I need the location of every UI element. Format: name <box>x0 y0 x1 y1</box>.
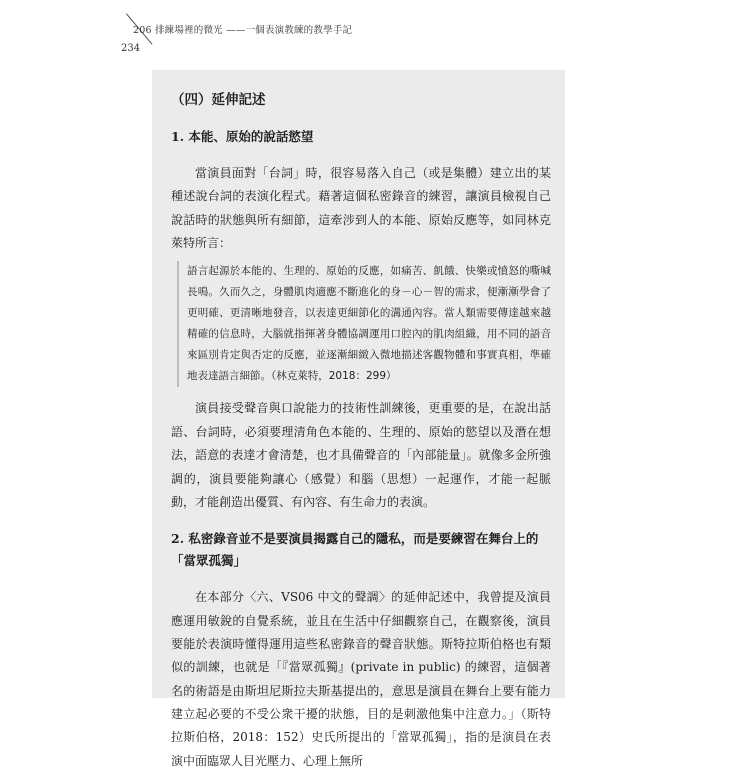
section-heading: （四）延伸記述 <box>171 92 266 108</box>
block-quote: 語言起源於本能的、生理的、原始的反應，如痛苦、飢餓、快樂或憤怒的嘶喊長鳴。久而久之，身體肌肉適應不斷進化的身－心－智的需求，便漸漸學會了更明確、更清晰地發音，以表達更細節化的溝通內容。當人類需要傳達越來越精確的信息時，大腦就指揮著身體協調運用口腔內的肌肉組織，用不同的語音來區別肯定與否定的反應，並逐漸細緻入微地描述客觀物體和事實真相，準確地表達語言細節。（林克萊特，2018：299） <box>177 261 551 387</box>
subheading-2: 2. 私密錄音並不是要演員揭露自己的隱私，而是要練習在舞台上的「當眾孤獨」 <box>171 531 539 569</box>
paragraph-3: 在本部分〈六、VS06 中文的聲調〉的延伸記述中，我曾提及演員應運用敏銳的自覺系統，並且在生活中仔細觀察自己，在觀察後，演員要能於表演時懂得運用這些私密錄音的聲音狀態。斯特拉斯伯格也有類似的訓練，也就是「『當眾孤獨』(private in public) 的練習，這個著名的術語是由斯坦尼斯拉夫斯基提出的，意思是演員在舞台上要有能力建立起必要的不受公衆干擾的狀態，目的是刺激他集中注意力。」（斯特拉斯伯格，2018：152）史氏所提出的「當眾孤獨」，指的是演員在表演中面臨眾人目光壓力、心理上無所 <box>171 590 551 768</box>
paragraph-2: 演員接受聲音與口說能力的技術性訓練後，更重要的是，在說出話語、台詞時，必須要理清角色本能的、生理的、原始的慾望以及潛在想法，語意的表達才會清楚，也才具備聲音的「內部能量」。就像多金所強調的，演員要能夠讓心（感覺）和腦（思想）一起運作，才能一起脈動，才能創造出優質、有內容、有生命力的表演。 <box>171 401 551 509</box>
paragraph-1: 當演員面對「台詞」時，很容易落入自己（或是集體）建立出的某種述說台詞的表演化程式。藉著這個私密錄音的練習，讓演員檢視自己說話時的狀態與所有細節，這牽涉到人的本能、原始反應等，如同林克萊特所言： <box>171 165 551 251</box>
page-number: 234 <box>121 43 141 54</box>
subheading-1: 1. 本能、原始的說話慾望 <box>171 129 314 144</box>
panel-content <box>171 88 551 779</box>
running-header: 206 排練場裡的微光 ——一個表演教練的教學手記 <box>133 25 353 36</box>
